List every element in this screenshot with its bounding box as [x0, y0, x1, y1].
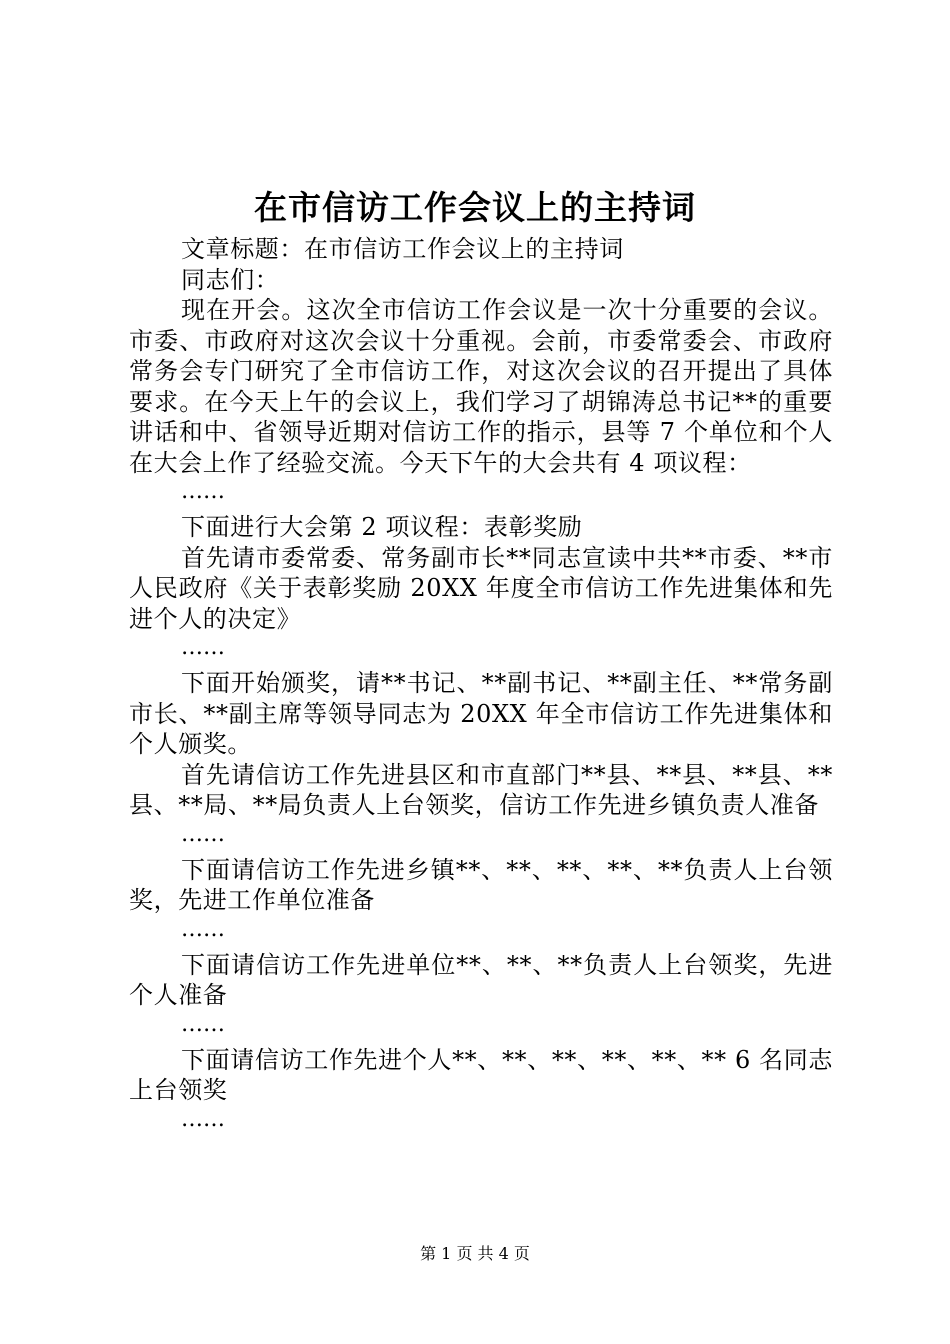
paragraph-award-units: 下面请信访工作先进单位**、**、**负责人上台领奖，先进个人准备 [129, 950, 833, 1009]
page-number-footer: 第 1 页 共 4 页 [420, 1244, 530, 1263]
document-body [129, 234, 833, 1140]
ellipsis: …… [181, 479, 225, 504]
paragraph-award-individuals: 下面请信访工作先进个人**、**、**、**、**、** 6 名同志上台领奖 [129, 1045, 833, 1104]
paragraph-salutation: 同志们： [181, 265, 280, 294]
ellipsis: …… [181, 1106, 225, 1132]
paragraph-article-title: 文章标题：在市信访工作会议上的主持词 [181, 235, 624, 263]
paragraph-agenda-2: 下面进行大会第 2 项议程：表彰奖励 [181, 513, 583, 541]
document-title: 在市信访工作会议上的主持词 [254, 188, 696, 227]
paragraph-decision-reading: 首先请市委常委、常务副市长**同志宣读中共**市委、**市人民政府《关于表彰奖励 20XX 年度全市信访工作先进集体和先进个人的决定》 [129, 543, 833, 633]
paragraph-award-towns: 下面请信访工作先进乡镇**、**、**、**、**负责人上台领奖，先进工作单位准备 [129, 855, 833, 914]
ellipsis: …… [181, 635, 225, 660]
paragraph-award-counties: 首先请信访工作先进县区和市直部门**县、**县、**县、**县、**局、**局负责人上台领奖，信访工作先进乡镇负责人准备 [129, 760, 833, 819]
ellipsis: …… [181, 916, 225, 942]
paragraph-award-start: 下面开始颁奖，请**书记、**副书记、**副主任、**常务副市长、**副主席等领导同志为 20XX 年全市信访工作先进集体和个人颁奖。 [129, 669, 833, 758]
paragraph-opening: 现在开会。这次全市信访工作会议是一次十分重要的会议。市委、市政府对这次会议十分重视。会前，市委常委会、市政府常务会专门研究了全市信访工作，对这次会议的召开提出了具体要求。在今天上午的会议上，我们学习了胡锦涛总书记**的重要讲话和中、省领导近期对信访工作的指示，县等 7 个单位和个人在大会上作了经验交流。今天下午的大会共有 4 项议程： [129, 296, 833, 477]
ellipsis: …… [181, 821, 225, 847]
ellipsis: …… [181, 1011, 225, 1037]
